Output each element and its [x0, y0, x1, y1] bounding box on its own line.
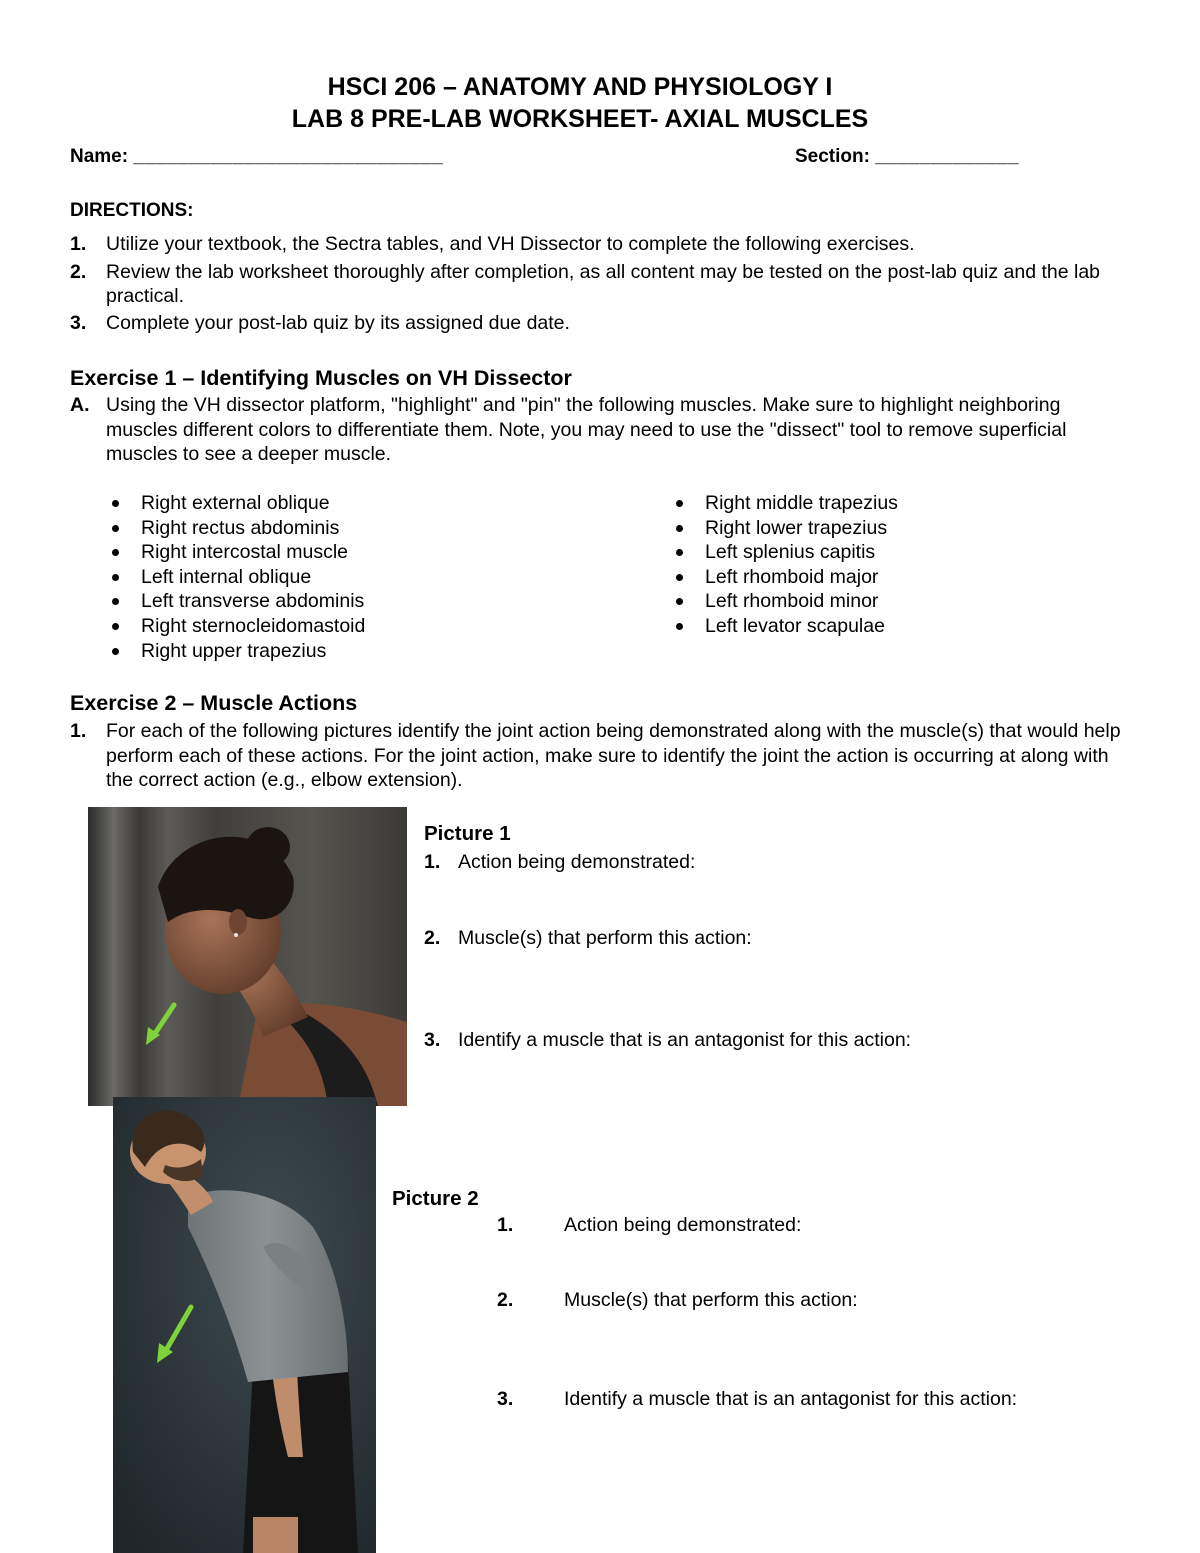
exercise2-heading: Exercise 2 – Muscle Actions	[70, 691, 358, 715]
item-text: Utilize your textbook, the Sectra tables, and VH Dissector to complete the following exercises.	[106, 233, 915, 255]
bullet-icon	[676, 549, 683, 556]
name-blank[interactable]: ____________________________	[133, 146, 444, 167]
bullet-icon	[112, 623, 119, 630]
picture2-title: Picture 2	[392, 1187, 479, 1210]
list-item: Right lower trapezius	[669, 516, 1149, 541]
item-text: For each of the following pictures identify the joint action being demonstrated along with the muscle(s) that would help perform each of these actions. For the joint action, make sure to identify the joint the action is occurring at along with the correct action (e.g., elbow extension).	[106, 720, 1121, 791]
question-text: Action being demonstrated:	[564, 1214, 802, 1236]
section-field[interactable]	[795, 146, 1019, 168]
picture1-question	[424, 851, 695, 874]
exercise1-instructions	[70, 393, 1130, 469]
list-item: Left splenius capitis	[669, 540, 1149, 565]
question-text: Muscle(s) that perform this action:	[458, 927, 752, 949]
item-text: Complete your post-lab quiz by its assigned due date.	[106, 311, 570, 334]
directions-item	[70, 311, 1140, 336]
bullet-icon	[112, 500, 119, 507]
bullet-icon	[676, 500, 683, 507]
item-number: 1.	[70, 720, 87, 742]
picture1-question	[424, 1029, 911, 1052]
list-item: Left levator scapulae	[669, 614, 1149, 639]
question-number: 1.	[424, 851, 441, 873]
bullet-icon	[112, 525, 119, 532]
item-label: A.	[70, 394, 90, 416]
section-blank[interactable]: _____________	[875, 146, 1020, 167]
picture2-question	[497, 1388, 1017, 1411]
exercise1-item	[70, 393, 1130, 467]
directions-list	[70, 232, 1140, 337]
picture2-question	[497, 1214, 801, 1237]
name-field[interactable]	[70, 146, 443, 168]
directions-heading: DIRECTIONS:	[70, 200, 194, 221]
item-text: Review the lab worksheet thoroughly after completion, as all content may be tested on the post-lab quiz and the lab practical.	[106, 260, 1101, 307]
question-number: 2.	[497, 1289, 514, 1311]
picture1-question	[424, 927, 752, 950]
question-number: 1.	[497, 1214, 514, 1236]
question-number: 3.	[497, 1388, 514, 1410]
list-item: Right upper trapezius	[105, 639, 605, 664]
item-number: 2.	[70, 260, 87, 283]
muscle-list-right	[669, 491, 1149, 639]
list-item: Right external oblique	[105, 491, 605, 516]
exercise2-instructions	[70, 719, 1140, 795]
question-text: Identify a muscle that is an antagonist for this action:	[458, 1029, 912, 1051]
directions-item	[70, 260, 1140, 309]
worksheet-subtitle: LAB 8 PRE-LAB WORKSHEET- AXIAL MUSCLES	[291, 105, 869, 133]
item-text: Using the VH dissector platform, "highlight" and "pin" the following muscles. Make sure to highlight neighboring muscles different colors to differentiate them. Note, you may need to use the "dissect" tool to remove superficial muscles to see a deeper muscle.	[106, 394, 1067, 465]
list-item: Left internal oblique	[105, 565, 605, 590]
neck-flexion-photo	[88, 807, 407, 1106]
item-number: 1.	[70, 233, 87, 255]
bullet-icon	[112, 648, 119, 655]
list-item: Right sternocleidomastoid	[105, 614, 605, 639]
bullet-icon	[112, 598, 119, 605]
list-item: Right middle trapezius	[669, 491, 1149, 516]
bullet-icon	[676, 525, 683, 532]
item-number: 3.	[70, 311, 87, 334]
list-item: Left rhomboid major	[669, 565, 1149, 590]
exercise2-item	[70, 719, 1140, 793]
question-text: Action being demonstrated:	[458, 851, 696, 873]
directions-item	[70, 232, 1140, 257]
question-text: Identify a muscle that is an antagonist for this action:	[564, 1388, 1018, 1410]
bullet-icon	[112, 549, 119, 556]
question-number: 2.	[424, 927, 441, 949]
bullet-icon	[676, 598, 683, 605]
list-item: Right rectus abdominis	[105, 516, 605, 541]
list-item: Left rhomboid minor	[669, 589, 1149, 614]
exercise1-heading: Exercise 1 – Identifying Muscles on VH Dissector	[70, 366, 572, 390]
bullet-icon	[676, 623, 683, 630]
muscle-list-left	[105, 491, 605, 663]
list-item: Right intercostal muscle	[105, 540, 605, 565]
name-label: Name:	[70, 146, 134, 167]
question-number: 3.	[424, 1029, 441, 1051]
section-label: Section:	[795, 146, 876, 167]
question-text: Muscle(s) that perform this action:	[564, 1289, 858, 1311]
list-item: Left transverse abdominis	[105, 589, 605, 614]
picture1-title: Picture 1	[424, 822, 511, 845]
picture2-question	[497, 1289, 858, 1312]
worksheet-title: HSCI 206 – ANATOMY AND PHYSIOLOGY I	[327, 73, 833, 101]
trunk-extension-photo	[113, 1097, 376, 1553]
bullet-icon	[112, 574, 119, 581]
bullet-icon	[676, 574, 683, 581]
